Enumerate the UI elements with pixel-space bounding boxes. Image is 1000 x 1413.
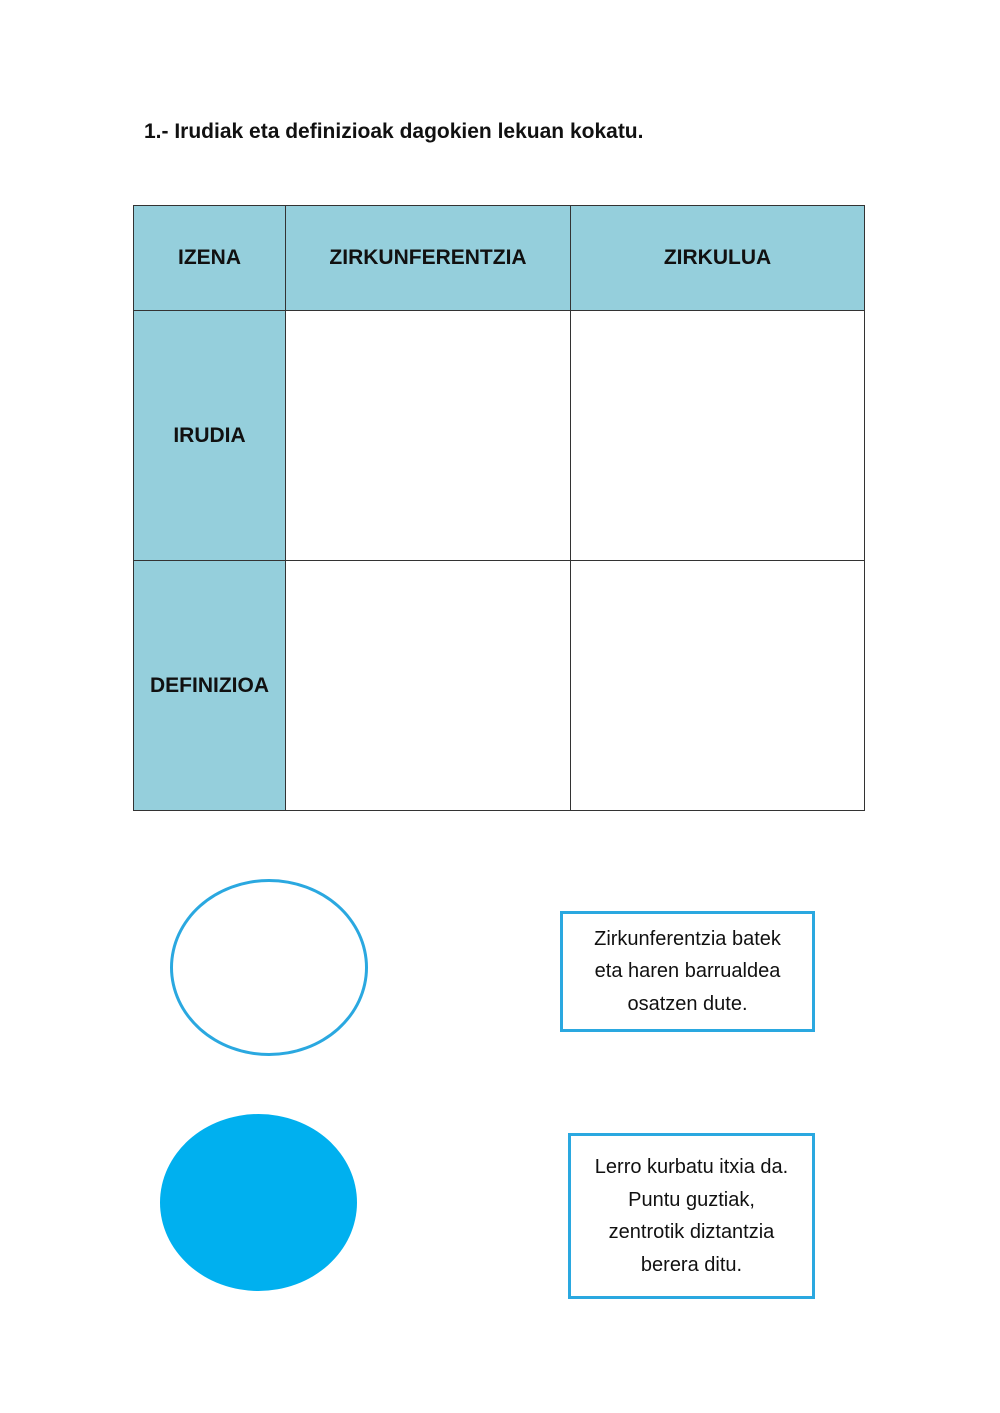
table-header-row	[134, 206, 865, 311]
instruction-title: 1.- Irudiak eta definizioak dagokien lekuan kokatu.	[144, 120, 644, 143]
circle-filled-draggable[interactable]	[160, 1114, 357, 1291]
card-line: Lerro kurbatu itxia da.	[594, 1156, 789, 1178]
drop-zone-definizioa-zirkunferentzia[interactable]	[286, 561, 571, 811]
drop-zone-irudia-zirkulua[interactable]	[571, 311, 865, 561]
header-cell-zirkunferentzia: ZIRKUNFERENTZIA	[286, 206, 571, 311]
table-row-definizioa	[134, 561, 865, 811]
drop-zone-definizioa-zirkulua[interactable]	[571, 561, 865, 811]
card-line: eta haren barrualdea	[594, 960, 781, 983]
row-label-definizioa: DEFINIZIOA	[134, 561, 286, 811]
card-line: Puntu guztiak,	[628, 1188, 755, 1211]
card-line: osatzen dute.	[627, 992, 748, 1015]
definition-card-zirkulua[interactable]	[560, 911, 815, 1032]
row-label-irudia: IRUDIA	[134, 311, 286, 561]
card-line: berera ditu.	[640, 1253, 743, 1276]
card-line: zentrotik diztantzia	[608, 1221, 775, 1243]
circle-outline-draggable[interactable]	[170, 879, 368, 1056]
drop-zone-irudia-zirkunferentzia[interactable]	[286, 311, 571, 561]
definition-card-zirkunferentzia[interactable]	[568, 1133, 815, 1299]
card-line: Zirkunferentzia batek	[594, 927, 781, 950]
header-cell-zirkulua: ZIRKULUA	[571, 206, 865, 311]
matching-table	[133, 205, 865, 811]
header-cell-izena: IZENA	[134, 206, 286, 311]
table-row-irudia	[134, 311, 865, 561]
